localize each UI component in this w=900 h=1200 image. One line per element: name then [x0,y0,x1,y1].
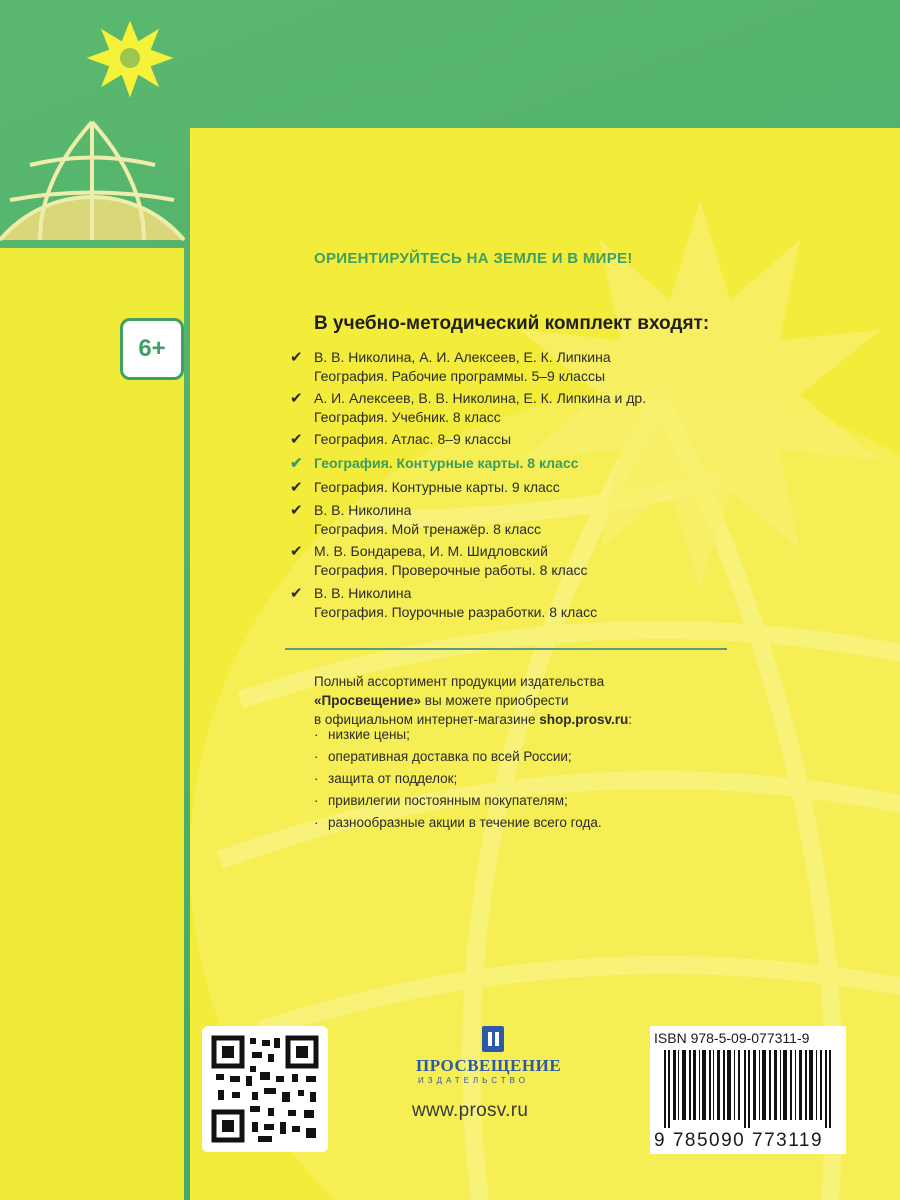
check-icon: ✔ [290,502,303,519]
kit-item-line: А. И. Алексеев, В. В. Николина, Е. К. Липкина и др. [314,390,647,406]
qr-code[interactable] [202,1026,328,1152]
kit-item-line: В. В. Николина [314,502,412,518]
shop-intro [314,672,632,729]
kit-item-line: География. Мой тренажёр. 8 класс [314,521,542,537]
qr-code-icon [202,1026,328,1152]
shop-benefit-text: привилегии постоянным покупателям; [328,793,568,808]
shop-intro-text: вы можете приобрести [421,693,569,708]
kit-item-line: География. Учебник. 8 класс [314,409,501,425]
shop-benefit-text: разнообразные акции в течение всего года. [328,815,602,830]
kit-item-line: География. Атлас. 8–9 классы [314,431,512,447]
publisher-subtitle: ИЗДАТЕЛЬСТВО [418,1076,529,1085]
check-icon: ✔ [290,479,303,496]
slogan: ОРИЕНТИРУЙТЕСЬ НА ЗЕМЛЕ И В МИРЕ! [314,250,633,267]
shop-benefit: · защита от подделок; [314,771,458,786]
shop-benefit: · низкие цены; [314,727,410,742]
left-yellow-strip [0,248,184,1200]
kit-heading: В учебно-методический комплект входят: [314,313,710,334]
publisher-url[interactable]: www.prosv.ru [412,1100,529,1121]
shop-site-link[interactable]: shop.prosv.ru [539,712,629,727]
small-globe-icon [0,122,184,240]
check-icon: ✔ [290,349,303,366]
section-divider [285,648,727,650]
barcode-number: 9 785090 773119 [654,1130,824,1151]
publisher-logo [410,1026,580,1086]
shop-intro-text: в официальном интернет-магазине [314,712,540,727]
age-rating-badge: 6+ [120,318,184,380]
kit-item-line: В. В. Николина [314,585,412,601]
small-star-icon [88,22,172,96]
kit-item-line: География. Проверочные работы. 8 класс [314,562,588,578]
publisher-name: ПРОСВЕЩЕНИЕ [416,1056,562,1075]
shop-intro-text: : [628,712,633,727]
check-icon: ✔ [290,455,303,472]
brand-name: «Просвещение» [314,693,422,708]
check-icon: ✔ [290,543,303,560]
kit-item-line: География. Контурные карты. 8 класс [314,455,579,471]
kit-item-line: География. Рабочие программы. 5–9 классы [314,368,606,384]
shop-intro-line: Полный ассортимент продукции издательства [314,674,605,689]
shop-benefit-text: оперативная доставка по всей России; [328,749,572,764]
kit-item-line: М. В. Бондарева, И. М. Шидловский [314,543,548,559]
shop-benefit: · привилегии постоянным покупателям; [314,793,568,808]
shop-benefit-text: защита от подделок; [328,771,458,786]
kit-item-line: География. Контурные карты. 9 класс [314,479,560,495]
shop-benefit: · оперативная доставка по всей России; [314,749,572,764]
shop-benefit-text: низкие цены; [328,727,410,742]
barcode-icon [654,1050,842,1128]
kit-item-line: География. Поурочные разработки. 8 класс [314,604,598,620]
check-icon: ✔ [290,585,303,602]
isbn-barcode [650,1026,846,1154]
check-icon: ✔ [290,431,303,448]
shop-intro-line [314,691,632,710]
kit-item-line: В. В. Николина, А. И. Алексеев, Е. К. Липкина [314,349,611,365]
isbn-label: ISBN 978-5-09-077311-9 [654,1030,810,1046]
shop-benefit: · разнообразные акции в течение всего года. [314,815,602,830]
check-icon: ✔ [290,390,303,407]
